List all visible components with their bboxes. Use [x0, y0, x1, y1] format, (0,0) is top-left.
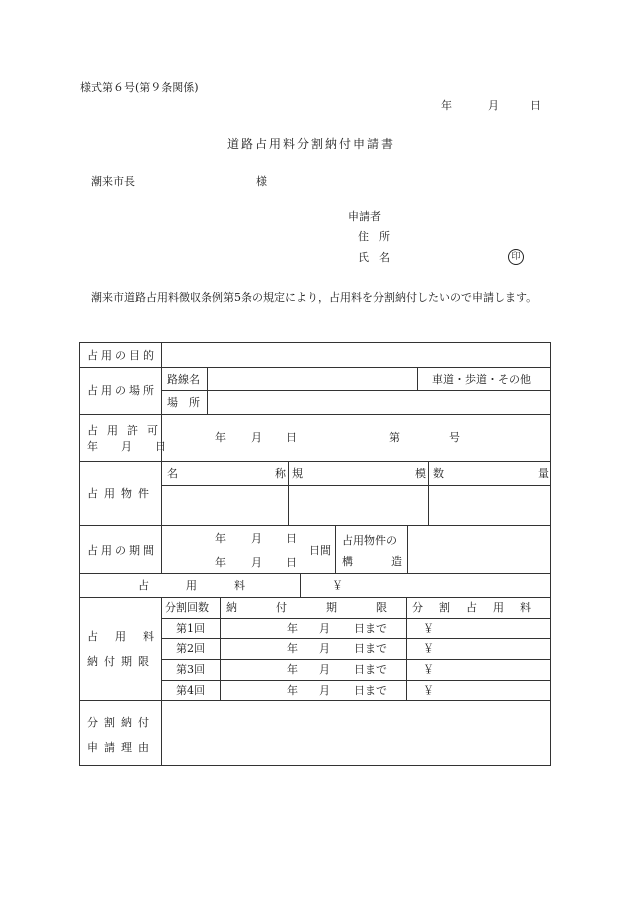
installments-header: 分割回数 — [165, 601, 209, 614]
installment-yen: ￥ — [423, 684, 434, 697]
fee-label: 占用料 — [138, 579, 282, 592]
installment-month: 月 — [319, 622, 330, 635]
location-label: 場所 — [167, 396, 211, 409]
installment-until: 日まで — [354, 642, 387, 655]
installment-month: 月 — [319, 684, 330, 697]
place-label: 占用の場所 — [87, 384, 157, 397]
permit-year: 年 — [215, 431, 226, 444]
application-statement: 潮来市道路占用料徴収条例第5条の規定により，占用料を分割納付したいので申請します。 — [91, 291, 538, 304]
installment-year: 年 — [287, 684, 298, 697]
installment-until: 日まで — [354, 622, 387, 635]
date-year: 年 — [441, 99, 452, 112]
object-scale-header-b: 模 — [415, 467, 426, 480]
installment-month: 月 — [319, 642, 330, 655]
installment-yen: ￥ — [423, 622, 434, 635]
installment-year: 年 — [287, 642, 298, 655]
fee-yen-sign: ￥ — [332, 579, 343, 592]
period-end-year: 年 — [215, 556, 226, 569]
installment-no: 第4回 — [176, 684, 205, 697]
application-date — [441, 100, 541, 111]
object-qty-header-a: 数 — [433, 467, 444, 480]
split-fee-header: 分割占用料 — [412, 601, 547, 614]
permit-number-suffix: 号 — [449, 431, 460, 444]
road-type-options[interactable]: 車道・歩道・その他 — [432, 373, 531, 386]
reason-field[interactable] — [166, 705, 546, 761]
period-label: 占用の期間 — [87, 544, 157, 557]
installment-year: 年 — [287, 622, 298, 635]
date-day: 日 — [530, 99, 541, 112]
applicant-address-label: 住所 — [358, 230, 400, 243]
route-name-label: 路線名 — [167, 373, 200, 386]
period-start-day: 日 — [286, 532, 297, 545]
structure-label-b: 造 — [391, 555, 402, 568]
period-end-day: 日 — [286, 556, 297, 569]
permit-month: 月 — [251, 431, 262, 444]
seal-mark: 印 — [508, 249, 524, 265]
addressee-honorific: 様 — [256, 175, 267, 188]
purpose-field[interactable] — [166, 347, 546, 363]
installment-until: 日まで — [354, 684, 387, 697]
addressee: 潮来市長 — [91, 175, 135, 188]
structure-label-line1: 占用物件の — [342, 534, 397, 547]
installment-no: 第2回 — [176, 642, 205, 655]
location-field[interactable] — [211, 394, 546, 410]
reason-label-line1: 分割納付 — [87, 716, 155, 729]
object-label: 占用物件 — [87, 487, 155, 500]
permit-label-line2: 年月日 — [87, 440, 189, 453]
applicant-name-label: 氏名 — [358, 251, 400, 264]
deadline-header: 納付期限 — [226, 601, 426, 614]
applicant-label: 申請者 — [348, 210, 381, 223]
form-number: 様式第６号(第９条関係) — [80, 81, 199, 94]
route-name-field[interactable] — [211, 371, 411, 387]
installment-yen: ￥ — [423, 663, 434, 676]
period-end-month: 月 — [251, 556, 262, 569]
application-table — [79, 342, 551, 766]
document-title: 道路占用料分割納付申請書 — [227, 137, 396, 151]
installment-month: 月 — [319, 663, 330, 676]
installment-no: 第1回 — [176, 622, 205, 635]
installment-until: 日まで — [354, 663, 387, 676]
object-scale-header-a: 規 — [292, 467, 303, 480]
object-name-header-a: 名 — [167, 467, 178, 480]
reason-label-line2: 申請理由 — [87, 741, 155, 754]
period-days-suffix: 日間 — [309, 544, 331, 557]
period-start-year: 年 — [215, 532, 226, 545]
date-month: 月 — [488, 99, 499, 112]
permit-number-prefix: 第 — [389, 431, 400, 444]
object-name-header-b: 称 — [275, 467, 286, 480]
purpose-label: 占用の目的 — [87, 349, 157, 362]
deadline-label-line1: 占用料 — [87, 630, 171, 643]
installment-year: 年 — [287, 663, 298, 676]
installment-no: 第3回 — [176, 663, 205, 676]
deadline-label-line2: 納付期限 — [87, 655, 155, 668]
permit-day: 日 — [286, 431, 297, 444]
permit-label-line1: 占用許可 — [87, 424, 167, 437]
installment-yen: ￥ — [423, 642, 434, 655]
period-start-month: 月 — [251, 532, 262, 545]
object-qty-header-b: 量 — [538, 467, 549, 480]
structure-label-a: 構 — [342, 555, 353, 568]
